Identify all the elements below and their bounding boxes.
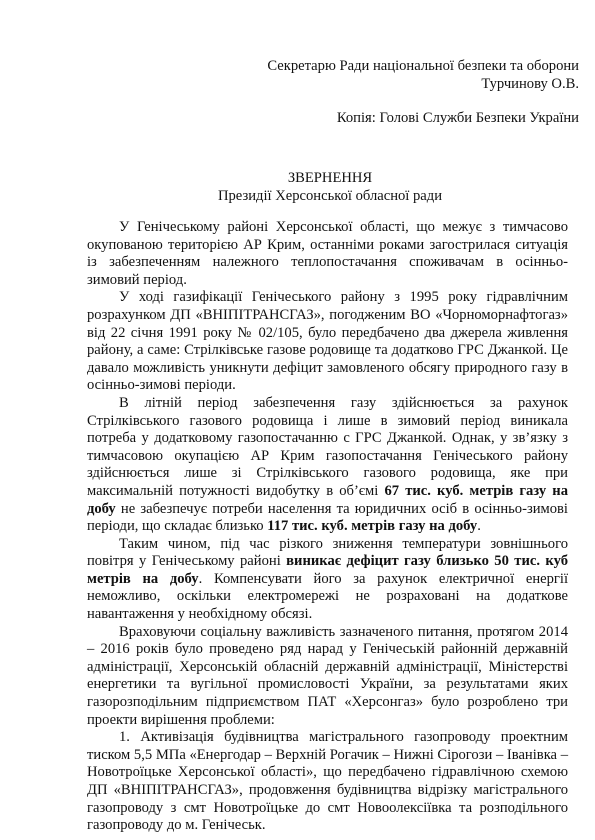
paragraph: У ході газифікації Генічеського району з 1995 року гідравлічним розрахунком ДП «ВНІПІТРАНСГАЗ», погодженим ВО «Чорноморнафтогаз» від 22 січня 1991 року № 02/105, було передбачено два джерела живлення району, а саме: Стрілківське газове родовище та додатково ГРС Джанкой. Це давало можливість уникнути дефіцит замовленого обсягу природного газу в осінньо-зимові періоди. [87,289,568,394]
paragraph: У Генічеському районі Херсонської області, що межує з тимчасово окупованою територією АР Крим, останніми роками загострилася ситуація із забезпеченням належного теплопостачання споживачам в осінньо-зимовий період. [87,219,568,288]
document-heading [90,170,570,205]
document-subtitle: Президії Херсонської обласної ради [217,187,443,204]
emphasis-text: 117 тис. куб. метрів газу на добу [267,518,478,535]
document-body [87,219,568,835]
copy-recipient: Копія: Голові Служби Безпеки України [336,110,579,127]
paragraph [87,395,568,536]
paragraph-text: не забезпечує потреби населення та юридичних осіб в осінньо-зимові періоди, що складає близько [87,500,568,535]
paragraph: Враховуючи соціальну важливість зазначеного питання, протягом 2014 – 2016 років було проведено ряд нарад у Генічеській районній державній адміністрації, Херсонській обласній державній адміністрації, Міністерстві енергетики та вугільної промисловості України, за результатами яких газорозподільним підприємством ПАТ «Херсонгаз» було розроблено три проекти вирішення проблеми: [87,623,568,728]
document-title: ЗВЕРНЕННЯ [287,170,373,186]
emphasis-text: виникає дефіцит газу близько 50 тис. куб метрів на добу [87,553,568,587]
list-item: 1. Активізація будівництва магістрального газопроводу проектним тиском 5,5 МПа «Енергодар – Верхній Рогачик – Нижні Сірогози – Іванівка – Новотроїцьке Херсонської області», що передбачено гідравлічною схемою ДП «ВНІПІТРАНСГАЗ», продовження будівництва відрізку магістрального газопроводу з смт Новотроїцьке до смт Новоолексіївка та розподільного газопроводу до м. Генічеськ. [87,729,568,834]
emphasis-text: 67 тис. куб. метрів газу на добу [87,482,568,517]
addressee-block [199,58,579,128]
paragraph-text: . [477,518,481,535]
addressee-name: Турчинову О.В. [481,75,579,92]
addressee-line: Секретарю Ради національної безпеки та оборони [267,58,579,74]
paragraph-text: . Компенсувати його за рахунок електричної енергії неможливо, оскільки електромережі не розраховані на додаткове навантаження у необхідному обсязі. [87,570,568,623]
paragraph [87,536,568,624]
paragraph-text: Таким чином, під час різкого зниження температури зовнішнього повітря у Генічеському районі [87,535,568,570]
paragraph-text: В літній період забезпечення газу здійснюється за рахунок Стрілківського газового родовища і лише в зимовий період виникала потреба у додатковому газопостачанню с ГРС Джанкой. Однак, у зв’язку з тимчасовою окупацією АР Крим газопостачання Генічеського району здійснюється лише зі Стрілківського газового родовища, яке при максимальній потужності видобутку в об’ємі [87,394,568,499]
